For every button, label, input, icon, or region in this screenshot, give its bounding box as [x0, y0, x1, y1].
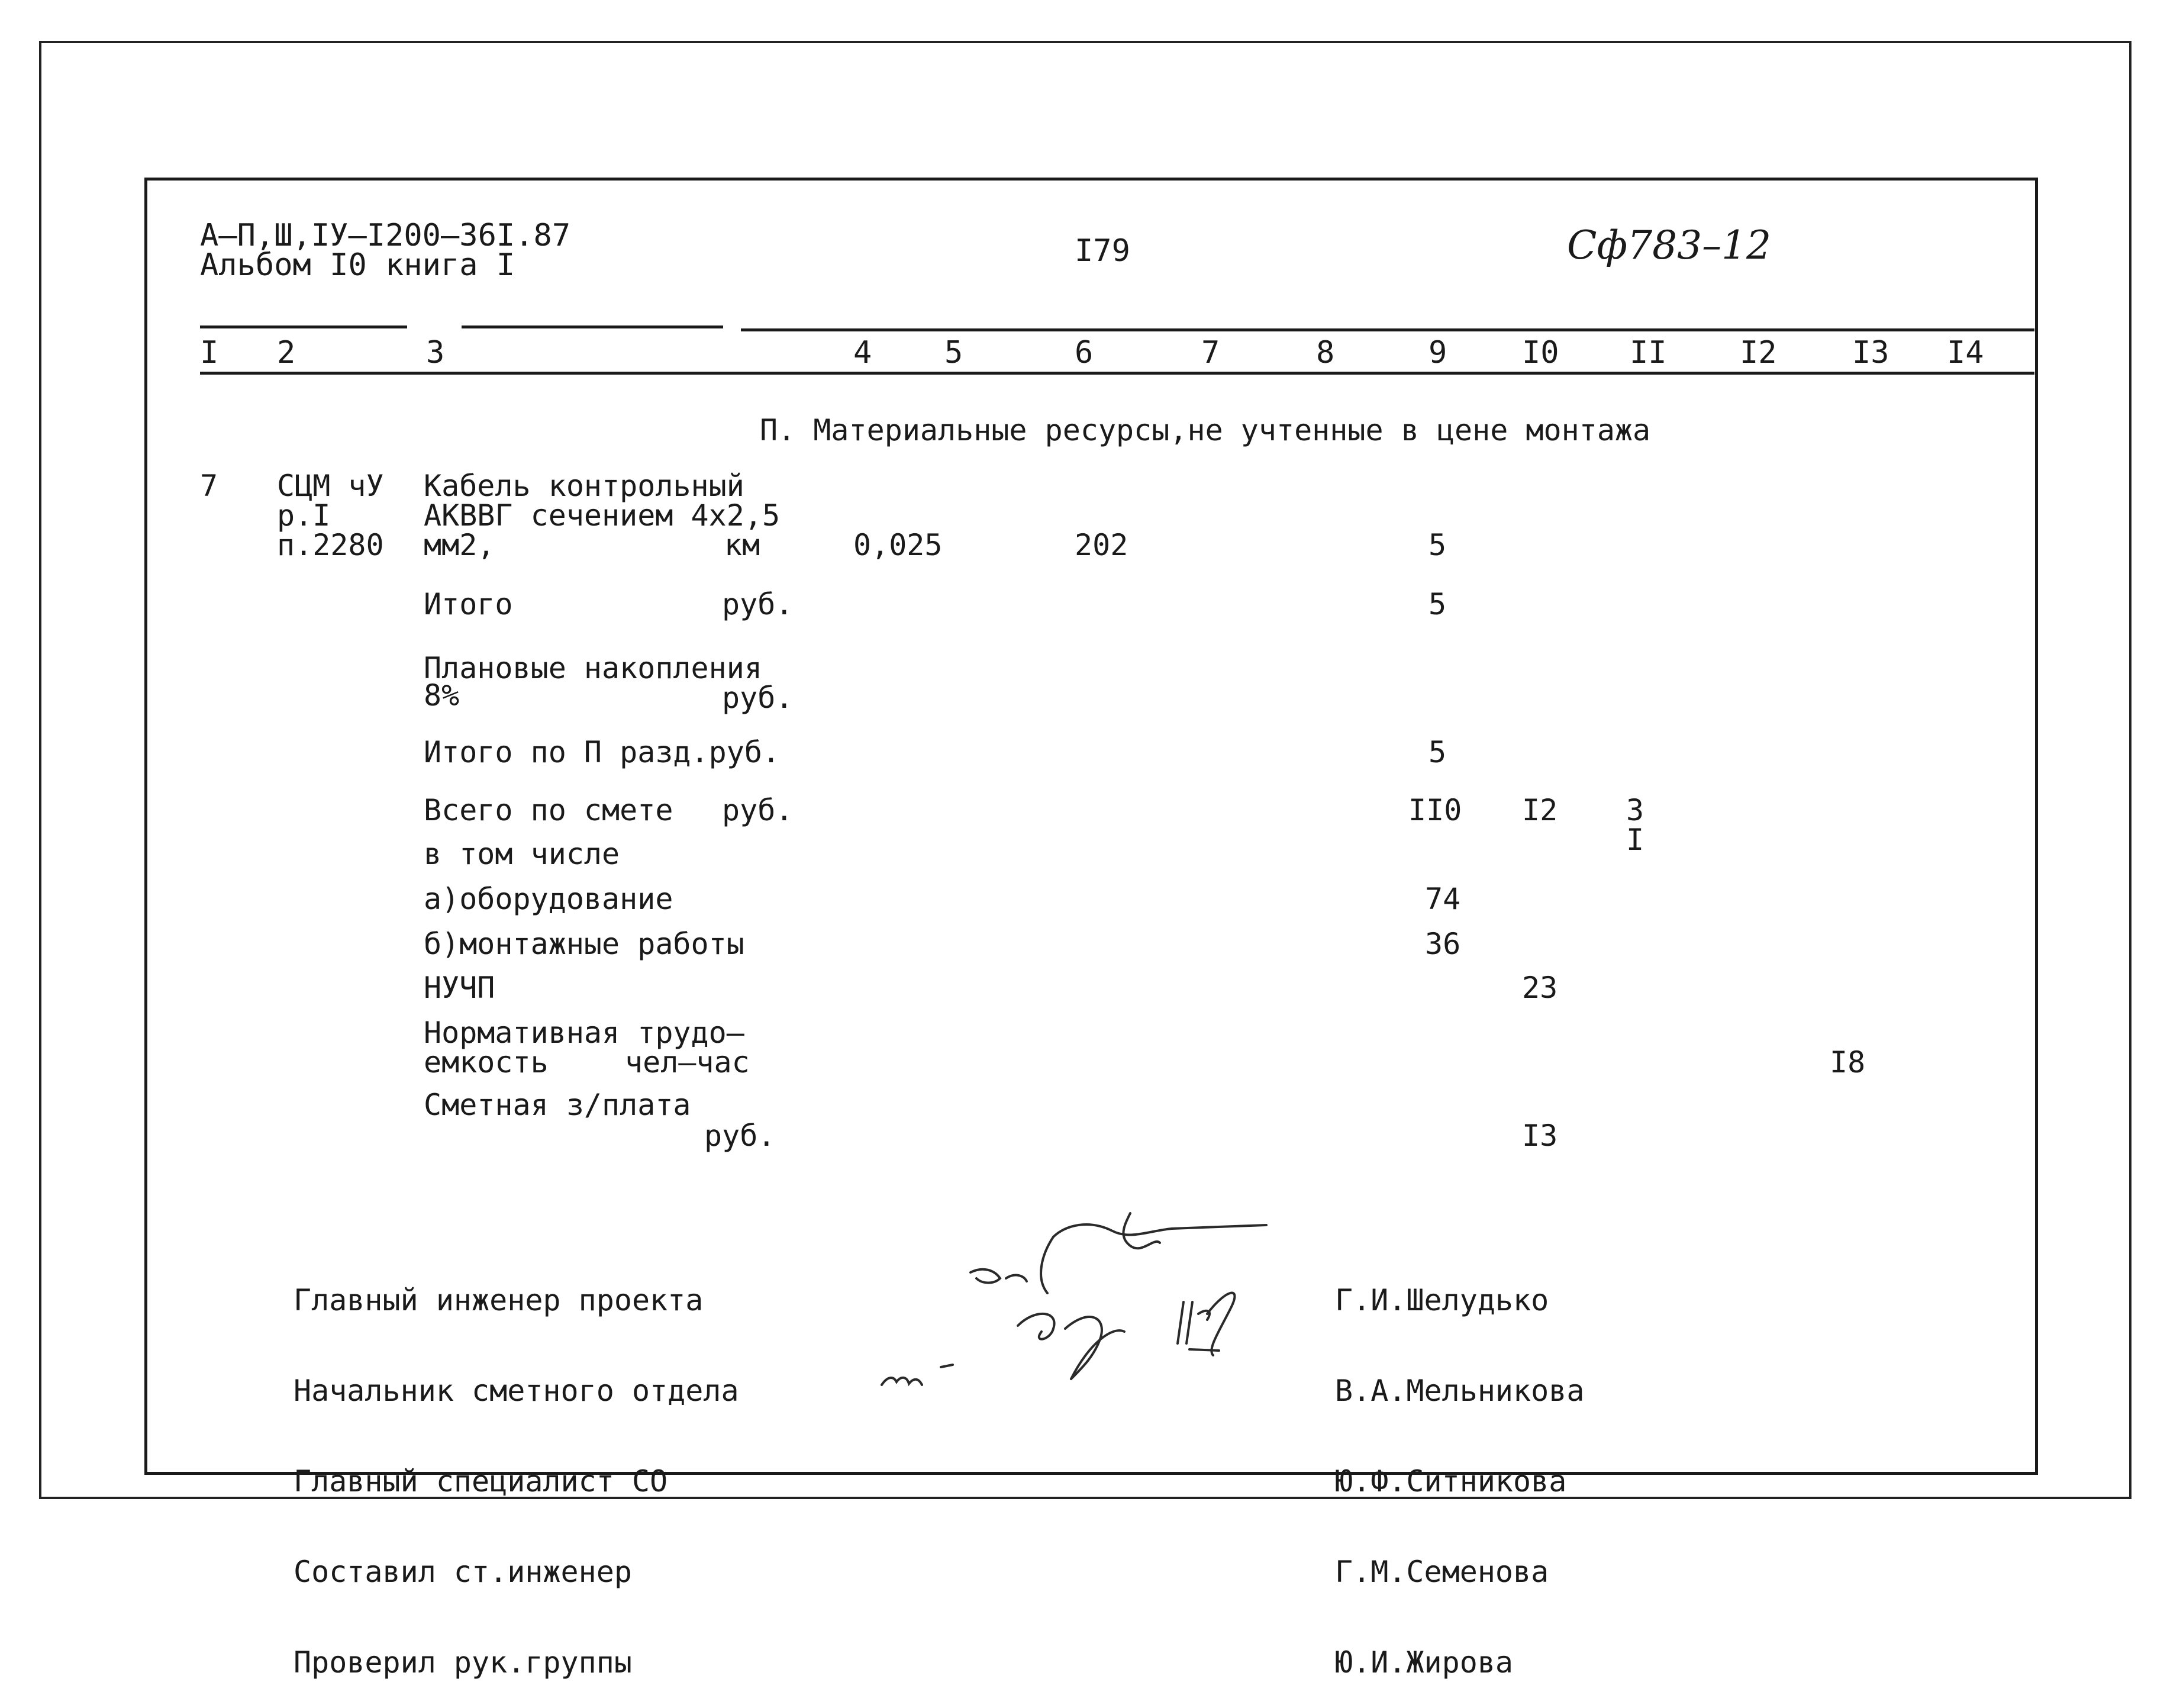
role-checker: Проверил рук.группы: [294, 1645, 632, 1680]
column-header-13: I3: [1852, 335, 1889, 370]
role-estimate-head: Начальник сметного отдела: [294, 1374, 739, 1408]
column-header-10: I0: [1522, 335, 1559, 370]
name-melnikova: В.А.Мельникова: [1335, 1374, 1585, 1408]
column-header-8: 8: [1316, 335, 1335, 370]
planned-percent: 8%: [424, 678, 460, 713]
item-quantity: 0,025: [853, 528, 943, 562]
column-header-14: I4: [1947, 335, 1984, 370]
itogo-section-value: 5: [1428, 735, 1447, 769]
column-header-1: I: [200, 335, 219, 370]
total-estimate-label: Всего по смете: [424, 793, 673, 827]
installation-value: 36: [1425, 927, 1461, 961]
signature-names: [1335, 1225, 1584, 1708]
item-source-2: р.I: [277, 498, 331, 533]
total-estimate-col11-top: 3: [1626, 793, 1644, 827]
wages-value: I3: [1522, 1119, 1558, 1153]
total-estimate-col10: I2: [1522, 793, 1558, 827]
labor-unit: чел–час: [625, 1045, 750, 1079]
item-number: 7: [200, 469, 218, 503]
planned-unit: руб.: [722, 681, 794, 715]
name-zhirova: Ю.И.Жирова: [1335, 1645, 1514, 1680]
header-rule-top-1: [200, 326, 407, 328]
itogo-unit: руб.: [722, 587, 794, 621]
total-estimate-col11-bottom: I: [1626, 823, 1644, 857]
header-rule-bottom: [200, 372, 2034, 375]
name-semenova: Г.М.Семенова: [1335, 1555, 1549, 1589]
item-name-1: Кабель контрольный: [424, 469, 744, 503]
installation-label: б)монтажные работы: [424, 927, 744, 961]
role-chief-specialist: Главный специалист СО: [294, 1464, 668, 1498]
header-rule-top-3: [741, 328, 2034, 331]
item-unit: км: [724, 528, 760, 562]
column-header-9: 9: [1428, 335, 1447, 370]
itogo-section-label: Итого по П разд.руб.: [424, 735, 781, 769]
signature-roles: [294, 1225, 739, 1708]
labor-label-2: емкость: [424, 1045, 549, 1079]
item-source-3: п.2280: [277, 528, 384, 562]
item-name-3: мм2,: [424, 528, 495, 562]
item-unit-price: 202: [1075, 528, 1128, 562]
equipment-value: 74: [1425, 882, 1461, 916]
page-number: I79: [1075, 233, 1130, 269]
album-book: Альбом I0 книга I: [200, 247, 515, 283]
document-code: А–П,Ш,IУ–I200–36I.87: [200, 218, 571, 253]
section-title: П. Материальные ресурсы,не учтенные в цене монтажа: [760, 413, 1651, 447]
header-rule-top-2: [462, 326, 723, 328]
itogo-label: Итого: [424, 587, 513, 621]
wages-label: Сметная з/плата: [424, 1088, 691, 1122]
role-chief-engineer: Главный инженер проекта: [294, 1283, 704, 1317]
column-header-2: 2: [277, 335, 296, 370]
item-source-1: СЦМ чУ: [277, 469, 384, 503]
including-label: в том числе: [424, 837, 620, 871]
name-sitnikova: Ю.Ф.Ситникова: [1335, 1464, 1567, 1498]
role-compiler: Составил ст.инженер: [294, 1555, 632, 1589]
itogo-value: 5: [1428, 587, 1447, 621]
item-name-2: АКВВГ сечением 4х2,5: [424, 498, 781, 533]
column-header-3: 3: [426, 335, 445, 370]
name-sheludko: Г.И.Шелудько: [1335, 1283, 1549, 1317]
total-estimate-col9: II0: [1408, 793, 1462, 827]
total-estimate-unit: руб.: [722, 793, 794, 827]
wages-unit: руб.: [704, 1119, 776, 1153]
nuchp-label: НУЧП: [424, 971, 495, 1005]
nuchp-value: 23: [1522, 971, 1558, 1005]
column-header-7: 7: [1201, 335, 1220, 370]
column-header-5: 5: [944, 335, 963, 370]
column-header-6: 6: [1075, 335, 1094, 370]
column-header-4: 4: [853, 335, 872, 370]
column-header-12: I2: [1740, 335, 1777, 370]
sheet-code: Сф783–12: [1567, 223, 1772, 268]
item-total: 5: [1428, 528, 1447, 562]
planned-label: Плановые накопления: [424, 651, 762, 685]
column-header-11: II: [1630, 335, 1667, 370]
labor-value: I8: [1830, 1045, 1866, 1079]
equipment-label: а)оборудование: [424, 882, 673, 916]
labor-label-1: Нормативная трудо–: [424, 1016, 744, 1050]
handwritten-signatures: [876, 1190, 1302, 1426]
